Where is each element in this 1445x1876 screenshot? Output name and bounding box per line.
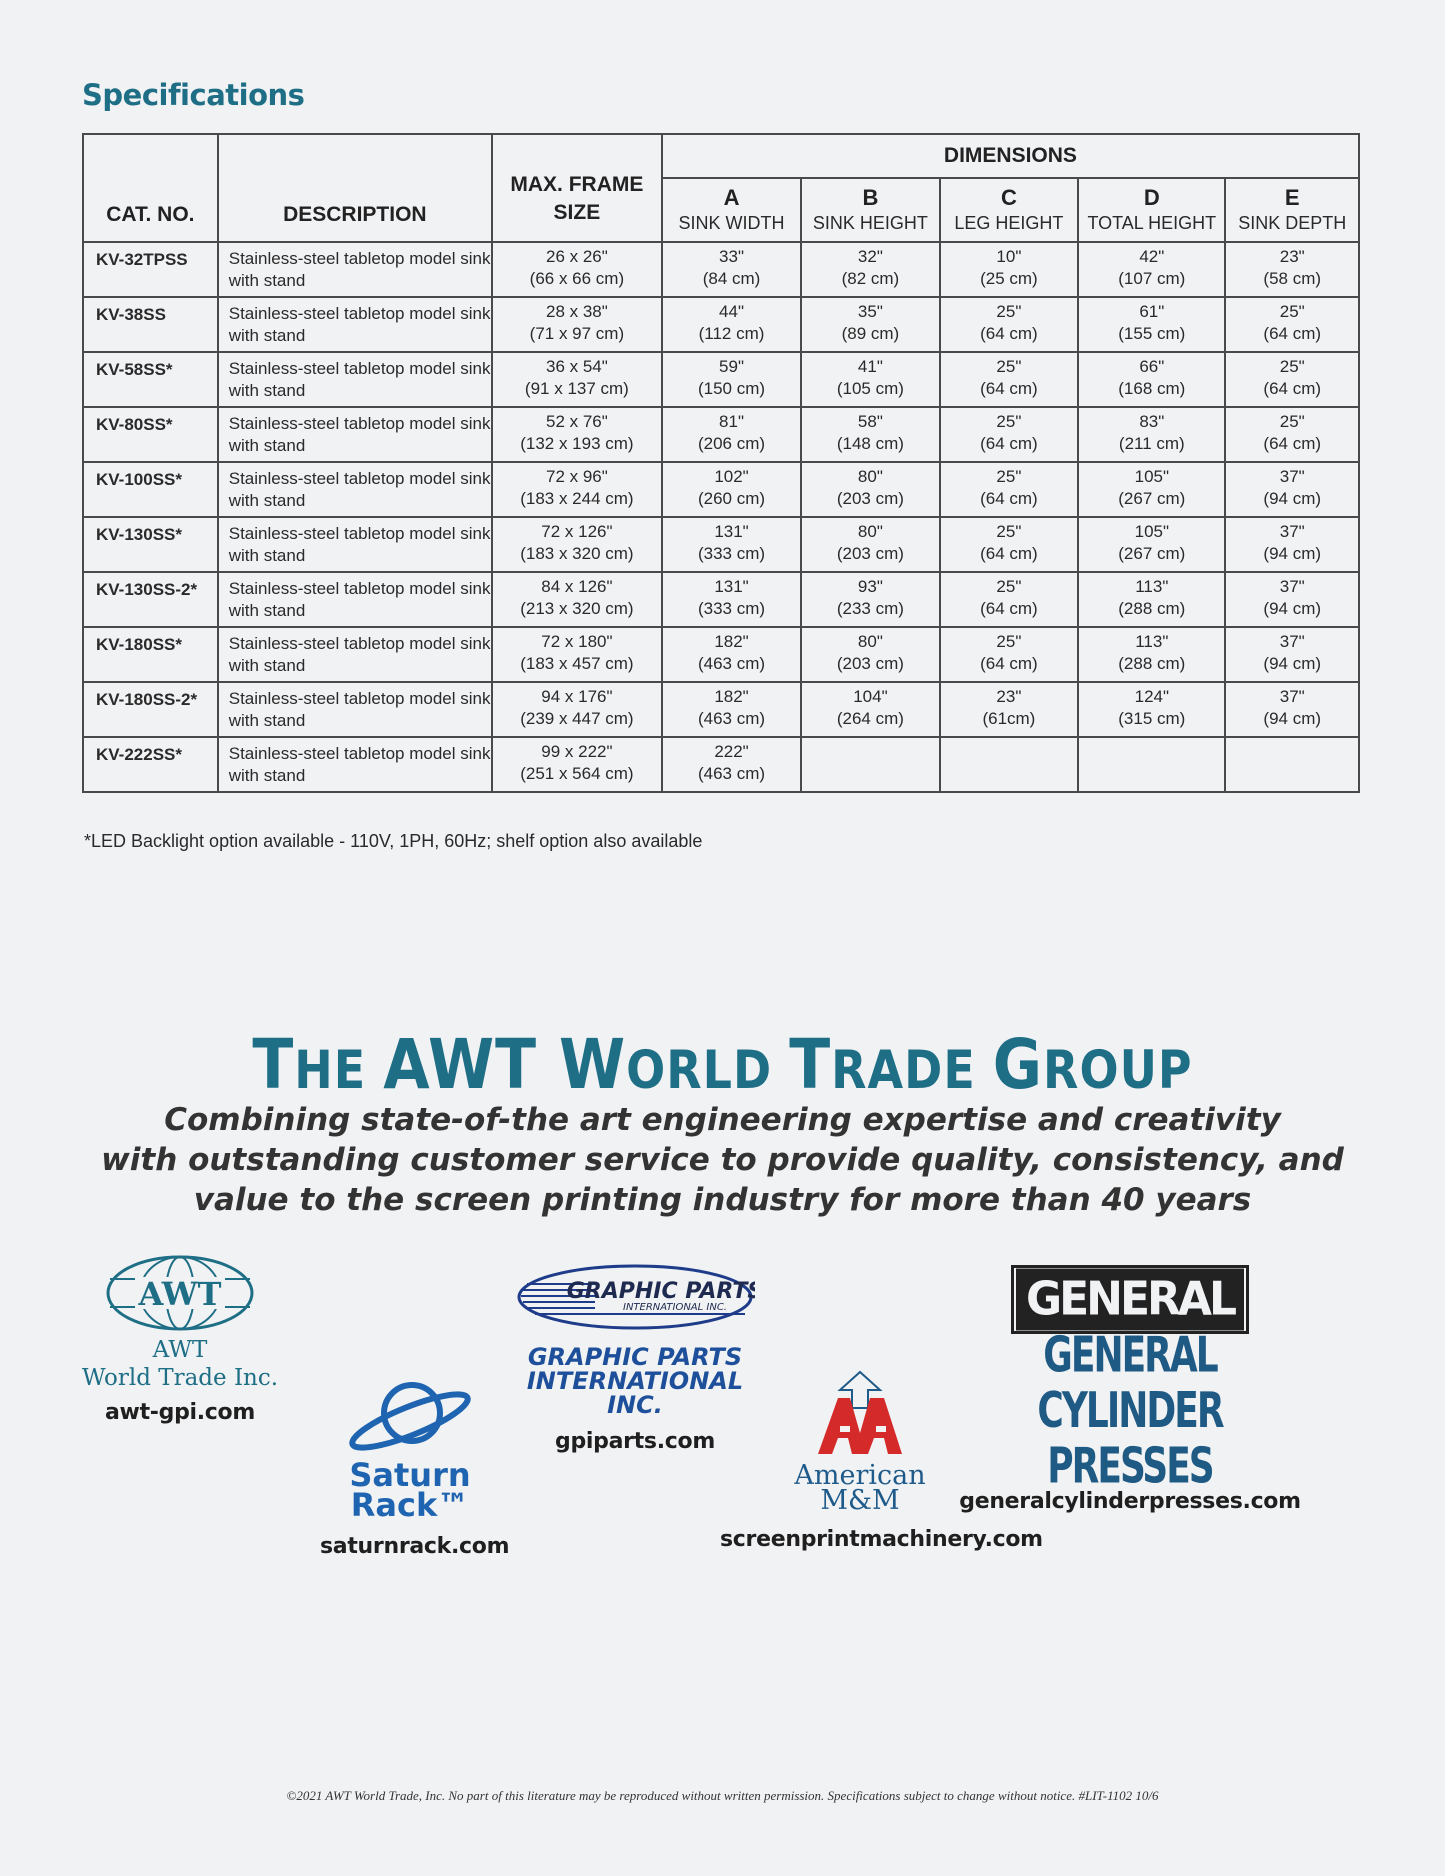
metric-value: (64 cm)	[980, 544, 1038, 563]
imperial-value: 44"	[719, 302, 744, 321]
imperial-value: 59"	[719, 357, 744, 376]
imperial-value: 124"	[1134, 687, 1170, 706]
header-col-c: C LEG HEIGHT	[940, 178, 1079, 242]
cat-no-cell: KV-222SS*	[83, 737, 218, 792]
metric-value: (71 x 97 cm)	[529, 324, 625, 343]
metric-value: (64 cm)	[980, 489, 1038, 508]
header-dimensions: DIMENSIONS	[662, 134, 1359, 178]
metric-value: (267 cm)	[1118, 489, 1186, 508]
imperial-value: 182"	[714, 687, 749, 706]
saturn-url[interactable]: saturnrack.com	[320, 1534, 510, 1559]
metric-value: (251 x 564 cm)	[520, 764, 634, 783]
metric-value: (94 cm)	[1263, 709, 1322, 728]
tagline	[0, 1100, 1445, 1220]
imperial-value: 10"	[996, 247, 1022, 266]
d-cell	[1078, 407, 1225, 462]
description-cell: Stainless-steel tabletop model sink with stand	[218, 352, 492, 407]
imperial-value: 26 x 26"	[545, 247, 608, 266]
e-cell	[1225, 297, 1359, 352]
max-cell	[492, 242, 662, 297]
tagline-line: with outstanding customer service to provide quality, consistency, and	[101, 1142, 1344, 1178]
max-cell	[492, 517, 662, 572]
graphic-parts-badge-icon	[515, 1262, 755, 1332]
metric-value: (206 cm)	[697, 434, 766, 453]
c-cell	[940, 352, 1079, 407]
imperial-value: 102"	[714, 467, 749, 486]
max-cell	[492, 682, 662, 737]
metric-value: (260 cm)	[697, 489, 766, 508]
metric-value: (267 cm)	[1118, 544, 1186, 563]
cat-no-cell: KV-130SS*	[83, 517, 218, 572]
b-cell	[801, 462, 940, 517]
imperial-value: 25"	[1279, 302, 1305, 321]
imperial-value: 23"	[996, 687, 1022, 706]
metric-value: (463 cm)	[697, 709, 766, 728]
metric-value: (333 cm)	[697, 544, 766, 563]
imperial-value: 37"	[1279, 522, 1305, 541]
metric-value: (89 cm)	[841, 324, 900, 343]
description-cell: Stainless-steel tabletop model sink with stand	[218, 627, 492, 682]
imperial-value: 61"	[1139, 302, 1165, 321]
a-cell	[662, 627, 801, 682]
imperial-value: 28 x 38"	[545, 302, 608, 321]
metric-value: (64 cm)	[980, 379, 1038, 398]
imperial-value: 105"	[1134, 522, 1170, 541]
imperial-value: 81"	[719, 412, 744, 431]
imperial-value: 93"	[857, 577, 883, 596]
a-cell	[662, 517, 801, 572]
imperial-value: 105"	[1134, 467, 1170, 486]
imperial-value: 66"	[1139, 357, 1165, 376]
e-cell	[1225, 407, 1359, 462]
a-cell	[662, 682, 801, 737]
d-cell	[1078, 627, 1225, 682]
table-row	[83, 297, 1359, 352]
imperial-value: 35"	[857, 302, 883, 321]
max-cell	[492, 572, 662, 627]
imperial-value: 80"	[857, 522, 883, 541]
table-row	[83, 462, 1359, 517]
description-cell: Stainless-steel tabletop model sink with stand	[218, 682, 492, 737]
metric-value: (148 cm)	[836, 434, 904, 453]
d-cell	[1078, 352, 1225, 407]
metric-value: (64 cm)	[1263, 324, 1322, 343]
metric-value: (94 cm)	[1263, 599, 1322, 618]
general-url[interactable]: generalcylinderpresses.com	[959, 1489, 1301, 1514]
metric-value: (105 cm)	[836, 379, 904, 398]
imperial-value: 25"	[996, 467, 1022, 486]
imperial-value: 58"	[857, 412, 883, 431]
header-col-b: B SINK HEIGHT	[801, 178, 940, 242]
description-cell: Stainless-steel tabletop model sink with stand	[218, 572, 492, 627]
imperial-value: 25"	[996, 522, 1022, 541]
b-cell	[801, 407, 940, 462]
general-badge: GENERAL	[1011, 1265, 1249, 1334]
metric-value: (183 x 320 cm)	[520, 544, 634, 563]
max-cell	[492, 627, 662, 682]
imperial-value: 32"	[857, 247, 883, 266]
svg-text:INTERNATIONAL INC.: INTERNATIONAL INC.	[623, 1302, 727, 1313]
imperial-value: 42"	[1139, 247, 1165, 266]
imperial-value: 72 x 126"	[541, 522, 613, 541]
description-cell: Stainless-steel tabletop model sink with stand	[218, 242, 492, 297]
imperial-value: 25"	[996, 302, 1022, 321]
imperial-value: 23"	[1279, 247, 1305, 266]
b-cell	[801, 242, 940, 297]
c-cell	[940, 517, 1079, 572]
header-col-d: D TOTAL HEIGHT	[1078, 178, 1225, 242]
c-cell	[940, 572, 1079, 627]
table-row	[83, 352, 1359, 407]
american-aa-icon	[800, 1368, 920, 1458]
imperial-value: 52 x 76"	[545, 412, 608, 431]
c-cell	[940, 627, 1079, 682]
b-cell	[801, 737, 940, 792]
max-cell	[492, 297, 662, 352]
imperial-value: 113"	[1135, 632, 1169, 651]
e-cell	[1225, 572, 1359, 627]
american-url[interactable]: screenprintmachinery.com	[720, 1527, 1043, 1552]
b-cell	[801, 297, 940, 352]
metric-value: (203 cm)	[836, 544, 904, 563]
imperial-value: 33"	[719, 247, 744, 266]
header-description: DESCRIPTION	[218, 134, 492, 242]
metric-value: (183 x 457 cm)	[520, 654, 634, 673]
e-cell	[1225, 352, 1359, 407]
footnote: *LED Backlight option available - 110V, 1PH, 60Hz; shelf option also available	[84, 831, 703, 851]
metric-value: (94 cm)	[1263, 489, 1322, 508]
metric-value: (64 cm)	[1263, 379, 1322, 398]
e-cell	[1225, 242, 1359, 297]
description-cell: Stainless-steel tabletop model sink with stand	[218, 517, 492, 572]
metric-value: (213 x 320 cm)	[520, 599, 634, 618]
imperial-value: 25"	[1279, 357, 1305, 376]
metric-value: (25 cm)	[980, 269, 1038, 288]
saturn-planet-icon	[340, 1375, 480, 1455]
c-cell	[940, 297, 1079, 352]
specifications-table	[82, 133, 1360, 793]
imperial-value: 94 x 176"	[541, 687, 613, 706]
imperial-value: 25"	[996, 412, 1022, 431]
c-cell	[940, 682, 1079, 737]
description-cell: Stainless-steel tabletop model sink with stand	[218, 462, 492, 517]
general-cylinder-logo: GENERAL GENERAL CYLINDER PRESSES generalcylinderpresses.com	[950, 1265, 1310, 1514]
imperial-value: 99 x 222"	[541, 742, 613, 761]
d-cell	[1078, 737, 1225, 792]
c-cell	[940, 242, 1079, 297]
metric-value: (64 cm)	[980, 434, 1038, 453]
description-cell: Stainless-steel tabletop model sink with stand	[218, 737, 492, 792]
saturn-rack-logo: Saturn Rack™ saturnrack.com	[320, 1375, 500, 1559]
graphic-parts-logo: GRAPHIC PARTS INTERNATIONAL INC. GRAPHIC PARTS INTERNATIONAL INC. gpiparts.com	[510, 1262, 760, 1454]
description-cell: Stainless-steel tabletop model sink with stand	[218, 407, 492, 462]
metric-value: (64 cm)	[980, 599, 1038, 618]
imperial-value: 113"	[1135, 577, 1169, 596]
description-cell: Stainless-steel tabletop model sink with stand	[218, 297, 492, 352]
imperial-value: 84 x 126"	[541, 577, 613, 596]
cat-no-cell: KV-32TPSS	[83, 242, 218, 297]
group-title: THE AWT WORLD TRADE GROUP	[252, 1024, 1193, 1106]
b-cell	[801, 352, 940, 407]
metric-value: (183 x 244 cm)	[520, 489, 634, 508]
tagline-line: value to the screen printing industry for more than 40 years	[193, 1182, 1252, 1218]
imperial-value: 25"	[996, 577, 1022, 596]
header-cat-no: CAT. NO.	[83, 134, 218, 242]
cat-no-cell: KV-100SS*	[83, 462, 218, 517]
awt-logo: AWT AWT World Trade Inc. awt-gpi.com	[80, 1255, 280, 1425]
metric-value: (233 cm)	[836, 599, 904, 618]
metric-value: (84 cm)	[702, 269, 761, 288]
imperial-value: 131"	[714, 577, 749, 596]
metric-value: (91 x 137 cm)	[524, 379, 629, 398]
d-cell	[1078, 572, 1225, 627]
a-cell	[662, 407, 801, 462]
max-cell	[492, 462, 662, 517]
metric-value: (61cm)	[982, 709, 1036, 728]
metric-value: (150 cm)	[697, 379, 766, 398]
header-max-frame: MAX. FRAME SIZE	[492, 134, 662, 242]
imperial-value: 104"	[853, 687, 888, 706]
header-col-a: A SINK WIDTH	[662, 178, 801, 242]
imperial-value: 25"	[1279, 412, 1305, 431]
b-cell	[801, 517, 940, 572]
metric-value: (94 cm)	[1263, 654, 1322, 673]
metric-value: (264 cm)	[836, 709, 904, 728]
metric-value: (168 cm)	[1118, 379, 1186, 398]
imperial-value: 80"	[857, 632, 883, 651]
table-row	[83, 627, 1359, 682]
cat-no-cell: KV-130SS-2*	[83, 572, 218, 627]
section-title: Specifications	[82, 78, 305, 112]
a-cell	[662, 297, 801, 352]
imperial-value: 37"	[1279, 687, 1305, 706]
cat-no-cell: KV-180SS*	[83, 627, 218, 682]
b-cell	[801, 572, 940, 627]
imperial-value: 182"	[714, 632, 749, 651]
table-row	[83, 737, 1359, 792]
a-cell	[662, 352, 801, 407]
copyright: ©2021 AWT World Trade, Inc. No part of this literature may be reproduced without written permission. Specifications subject to change without notice. #LIT-1102 10/6	[286, 1788, 1159, 1803]
d-cell	[1078, 462, 1225, 517]
metric-value: (203 cm)	[836, 489, 904, 508]
header-col-e: E SINK DEPTH	[1225, 178, 1359, 242]
c-cell	[940, 407, 1079, 462]
metric-value: (463 cm)	[697, 654, 766, 673]
specifications-table-body	[83, 242, 1359, 792]
b-cell	[801, 627, 940, 682]
metric-value: (66 x 66 cm)	[529, 269, 625, 288]
imperial-value: 41"	[857, 357, 883, 376]
svg-text:AWT: AWT	[138, 1275, 222, 1313]
imperial-value: 72 x 96"	[545, 467, 608, 486]
metric-value: (112 cm)	[698, 324, 765, 343]
imperial-value: 72 x 180"	[541, 632, 613, 651]
e-cell	[1225, 682, 1359, 737]
metric-value: (107 cm)	[1118, 269, 1186, 288]
cat-no-cell: KV-80SS*	[83, 407, 218, 462]
b-cell	[801, 682, 940, 737]
metric-value: (333 cm)	[697, 599, 766, 618]
metric-value: (288 cm)	[1118, 654, 1186, 673]
imperial-value: 222"	[714, 742, 749, 761]
e-cell	[1225, 517, 1359, 572]
metric-value: (64 cm)	[980, 324, 1038, 343]
graphic-parts-url[interactable]: gpiparts.com	[555, 1429, 715, 1454]
e-cell	[1225, 627, 1359, 682]
metric-value: (94 cm)	[1263, 544, 1322, 563]
metric-value: (463 cm)	[697, 764, 766, 783]
table-row	[83, 407, 1359, 462]
imperial-value: 37"	[1279, 577, 1305, 596]
imperial-value: 25"	[996, 357, 1022, 376]
metric-value: (82 cm)	[841, 269, 900, 288]
american-mm-logo: American M&M screenprintmachinery.com	[720, 1368, 1000, 1552]
imperial-value: 36 x 54"	[545, 357, 608, 376]
imperial-value: 37"	[1279, 467, 1305, 486]
metric-value: (64 cm)	[980, 654, 1038, 673]
metric-value: (64 cm)	[1263, 434, 1322, 453]
imperial-value: 37"	[1279, 632, 1305, 651]
awt-globe-icon	[105, 1255, 255, 1331]
a-cell	[662, 462, 801, 517]
c-cell	[940, 737, 1079, 792]
d-cell	[1078, 682, 1225, 737]
cat-no-cell: KV-38SS	[83, 297, 218, 352]
imperial-value: 25"	[996, 632, 1022, 651]
tagline-line: Combining state-of-the art engineering expertise and creativity	[164, 1102, 1281, 1138]
table-row	[83, 572, 1359, 627]
a-cell	[662, 572, 801, 627]
max-cell	[492, 407, 662, 462]
metric-value: (315 cm)	[1118, 709, 1186, 728]
metric-value: (239 x 447 cm)	[520, 709, 634, 728]
d-cell	[1078, 517, 1225, 572]
imperial-value: 83"	[1139, 412, 1165, 431]
e-cell	[1225, 462, 1359, 517]
max-cell	[492, 737, 662, 792]
metric-value: (132 x 193 cm)	[520, 434, 634, 453]
max-cell	[492, 352, 662, 407]
table-row	[83, 242, 1359, 297]
d-cell	[1078, 242, 1225, 297]
metric-value: (288 cm)	[1118, 599, 1186, 618]
imperial-value: 80"	[857, 467, 883, 486]
table-row	[83, 682, 1359, 737]
imperial-value: 131"	[714, 522, 749, 541]
e-cell	[1225, 737, 1359, 792]
a-cell	[662, 737, 801, 792]
cat-no-cell: KV-180SS-2*	[83, 682, 218, 737]
metric-value: (211 cm)	[1118, 434, 1185, 453]
metric-value: (58 cm)	[1263, 269, 1322, 288]
metric-value: (203 cm)	[836, 654, 904, 673]
svg-text:GRAPHIC PARTS: GRAPHIC PARTS	[566, 1279, 755, 1304]
cat-no-cell: KV-58SS*	[83, 352, 218, 407]
table-row	[83, 517, 1359, 572]
c-cell	[940, 462, 1079, 517]
metric-value: (155 cm)	[1118, 324, 1186, 343]
a-cell	[662, 242, 801, 297]
awt-url[interactable]: awt-gpi.com	[105, 1400, 255, 1425]
d-cell	[1078, 297, 1225, 352]
